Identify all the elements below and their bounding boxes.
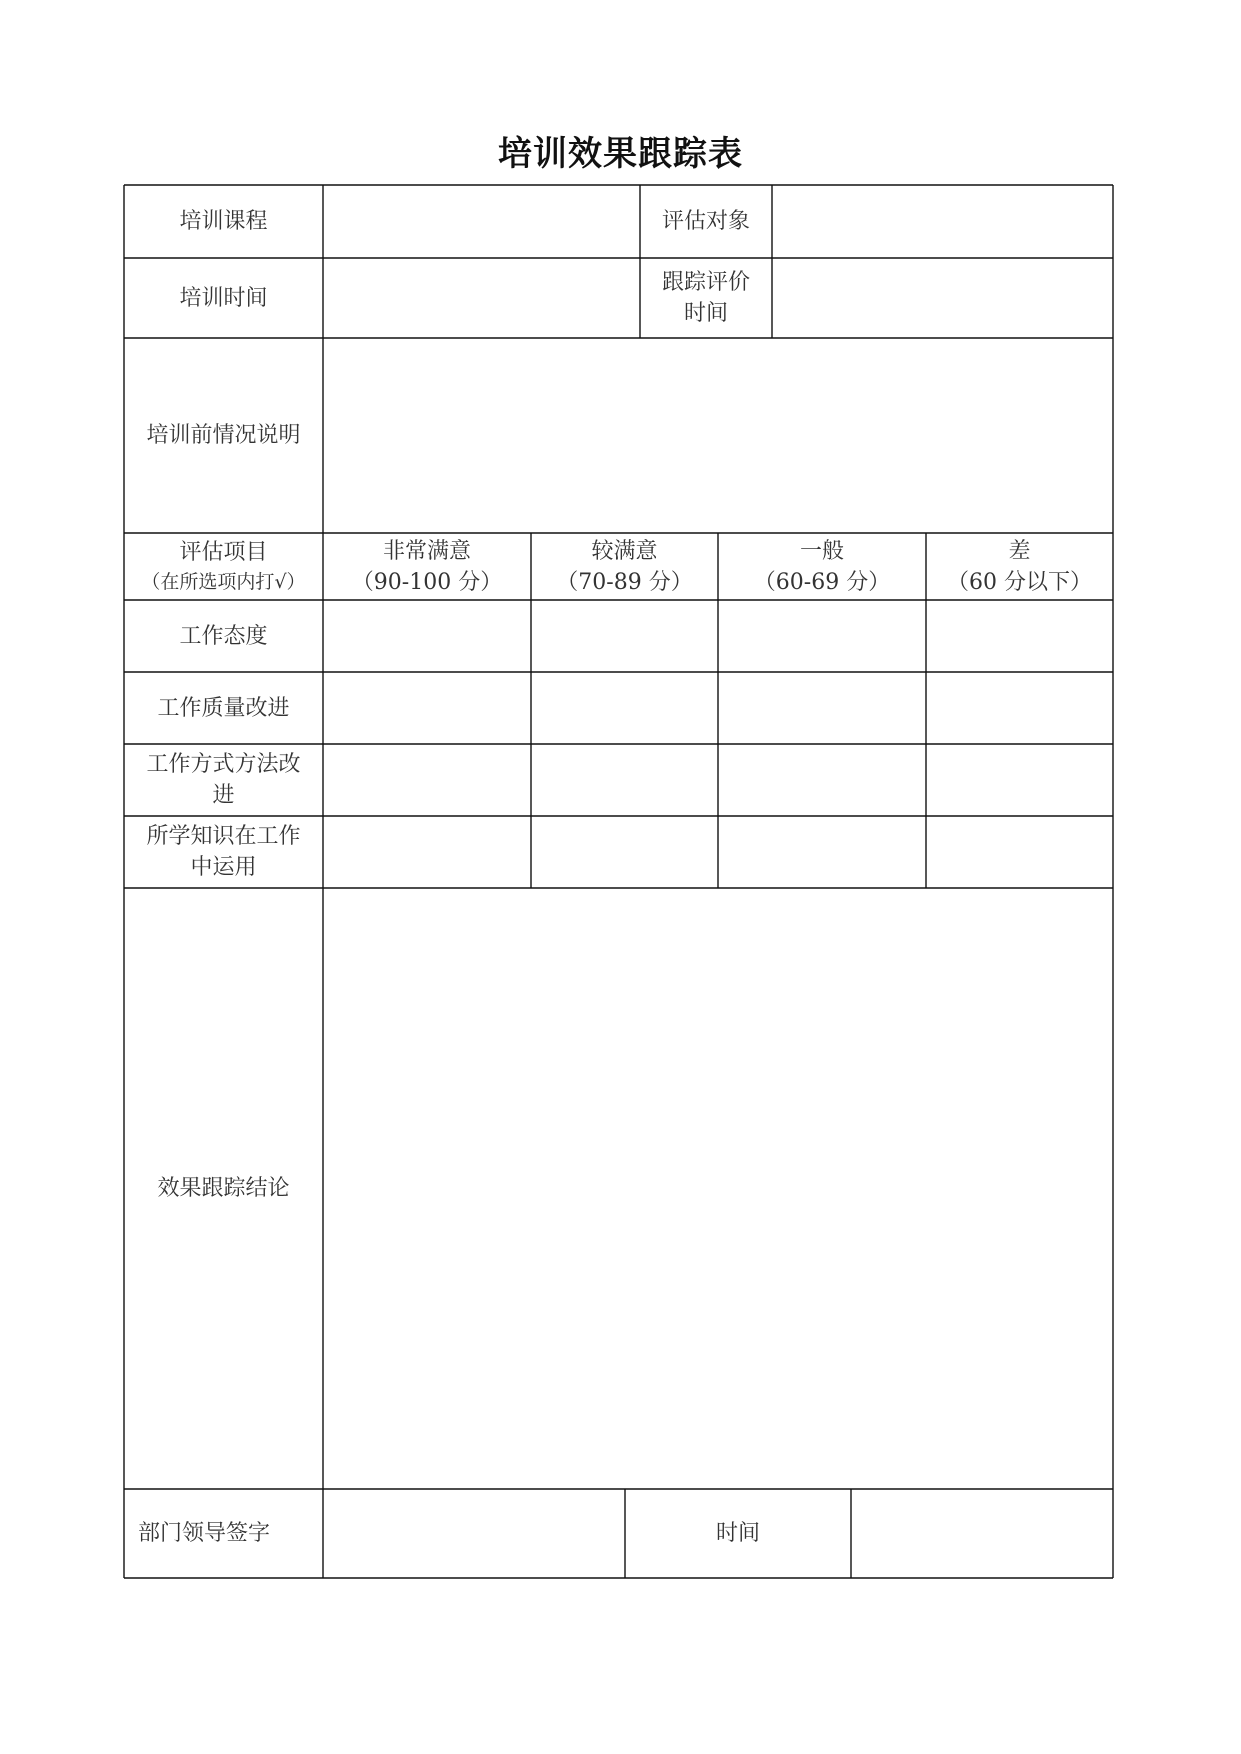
rating-cell-knowledge-average[interactable] — [718, 816, 926, 888]
rating-cell-method-very-satisfied[interactable] — [323, 744, 531, 816]
rating-cell-attitude-average[interactable] — [718, 600, 926, 672]
level-range: （60 分以下） — [947, 569, 1092, 595]
rating-header-line1: 评估项目 — [179, 540, 268, 565]
rating-item-label-line1: 所学知识在工作 — [146, 824, 301, 849]
sign-label-text: 部门领导签字 — [138, 1521, 271, 1546]
rating-header-line2 — [141, 568, 305, 596]
time-field[interactable] — [323, 258, 640, 338]
target-label — [640, 185, 772, 258]
rating-header-note-end: ） — [286, 571, 306, 593]
pre-status-label — [124, 338, 323, 533]
rating-cell-method-average[interactable] — [718, 744, 926, 816]
rating-item-label-line2: 中运用 — [190, 855, 257, 880]
rating-cell-attitude-very-satisfied[interactable] — [323, 600, 531, 672]
pre-status-field[interactable] — [323, 338, 1113, 533]
level-name: 非常满意 — [382, 538, 471, 564]
level-name: 差 — [1008, 538, 1031, 564]
rating-header-note: （在所选项内打 — [141, 571, 275, 593]
rating-item-label-line1: 工作方式方法改 — [146, 752, 301, 777]
time-label — [124, 258, 323, 338]
level-name: 一般 — [799, 538, 844, 564]
form-title: 培训效果跟踪表 — [498, 134, 743, 174]
footer-time-label-text: 时间 — [715, 1521, 760, 1546]
rating-item-label-line2: 进 — [212, 783, 235, 808]
conclusion-label-text: 效果跟踪结论 — [157, 1176, 290, 1201]
level-name: 较满意 — [591, 538, 658, 564]
rating-cell-quality-average[interactable] — [718, 672, 926, 744]
sign-field[interactable] — [323, 1489, 625, 1578]
rating-cell-knowledge-poor[interactable] — [926, 816, 1113, 888]
rating-cell-method-satisfied[interactable] — [531, 744, 718, 816]
rating-cell-quality-very-satisfied[interactable] — [323, 672, 531, 744]
level-range: （70-89 分） — [556, 569, 693, 595]
target-field[interactable] — [772, 185, 1113, 258]
level-header-satisfied — [531, 533, 718, 600]
course-label — [124, 185, 323, 258]
level-header-poor — [926, 533, 1113, 600]
footer-time-field[interactable] — [851, 1489, 1113, 1578]
track-time-label-line1: 跟踪评价 — [661, 270, 750, 295]
pre-status-label-text: 培训前情况说明 — [146, 423, 301, 448]
target-label-text: 评估对象 — [661, 209, 750, 234]
time-label-text: 培训时间 — [179, 285, 268, 311]
rating-cell-method-poor[interactable] — [926, 744, 1113, 816]
rating-item-knowledge — [124, 816, 323, 888]
conclusion-field[interactable] — [323, 888, 1113, 1489]
check-mark-icon: √ — [274, 571, 287, 593]
track-time-label-line2: 时间 — [683, 301, 728, 326]
footer-time-label — [625, 1489, 851, 1578]
sign-label — [124, 1489, 323, 1578]
rating-cell-attitude-poor[interactable] — [926, 600, 1113, 672]
rating-item-quality — [124, 672, 323, 744]
level-range: （60-69 分） — [753, 569, 891, 595]
course-label-text: 培训课程 — [179, 209, 268, 234]
level-header-very-satisfied — [323, 533, 531, 600]
rating-item-label: 工作质量改进 — [157, 695, 290, 721]
conclusion-label — [124, 888, 323, 1489]
level-header-average — [718, 533, 926, 600]
rating-cell-knowledge-satisfied[interactable] — [531, 816, 718, 888]
track-time-label — [640, 258, 772, 338]
rating-cell-knowledge-very-satisfied[interactable] — [323, 816, 531, 888]
track-time-field[interactable] — [772, 258, 1113, 338]
rating-item-method — [124, 744, 323, 816]
rating-item-label: 工作态度 — [179, 623, 268, 649]
level-range: （90-100 分） — [351, 569, 503, 595]
rating-cell-attitude-satisfied[interactable] — [531, 600, 718, 672]
rating-header-label — [124, 533, 323, 600]
course-field[interactable] — [323, 185, 640, 258]
rating-cell-quality-poor[interactable] — [926, 672, 1113, 744]
rating-item-attitude — [124, 600, 323, 672]
rating-cell-quality-satisfied[interactable] — [531, 672, 718, 744]
